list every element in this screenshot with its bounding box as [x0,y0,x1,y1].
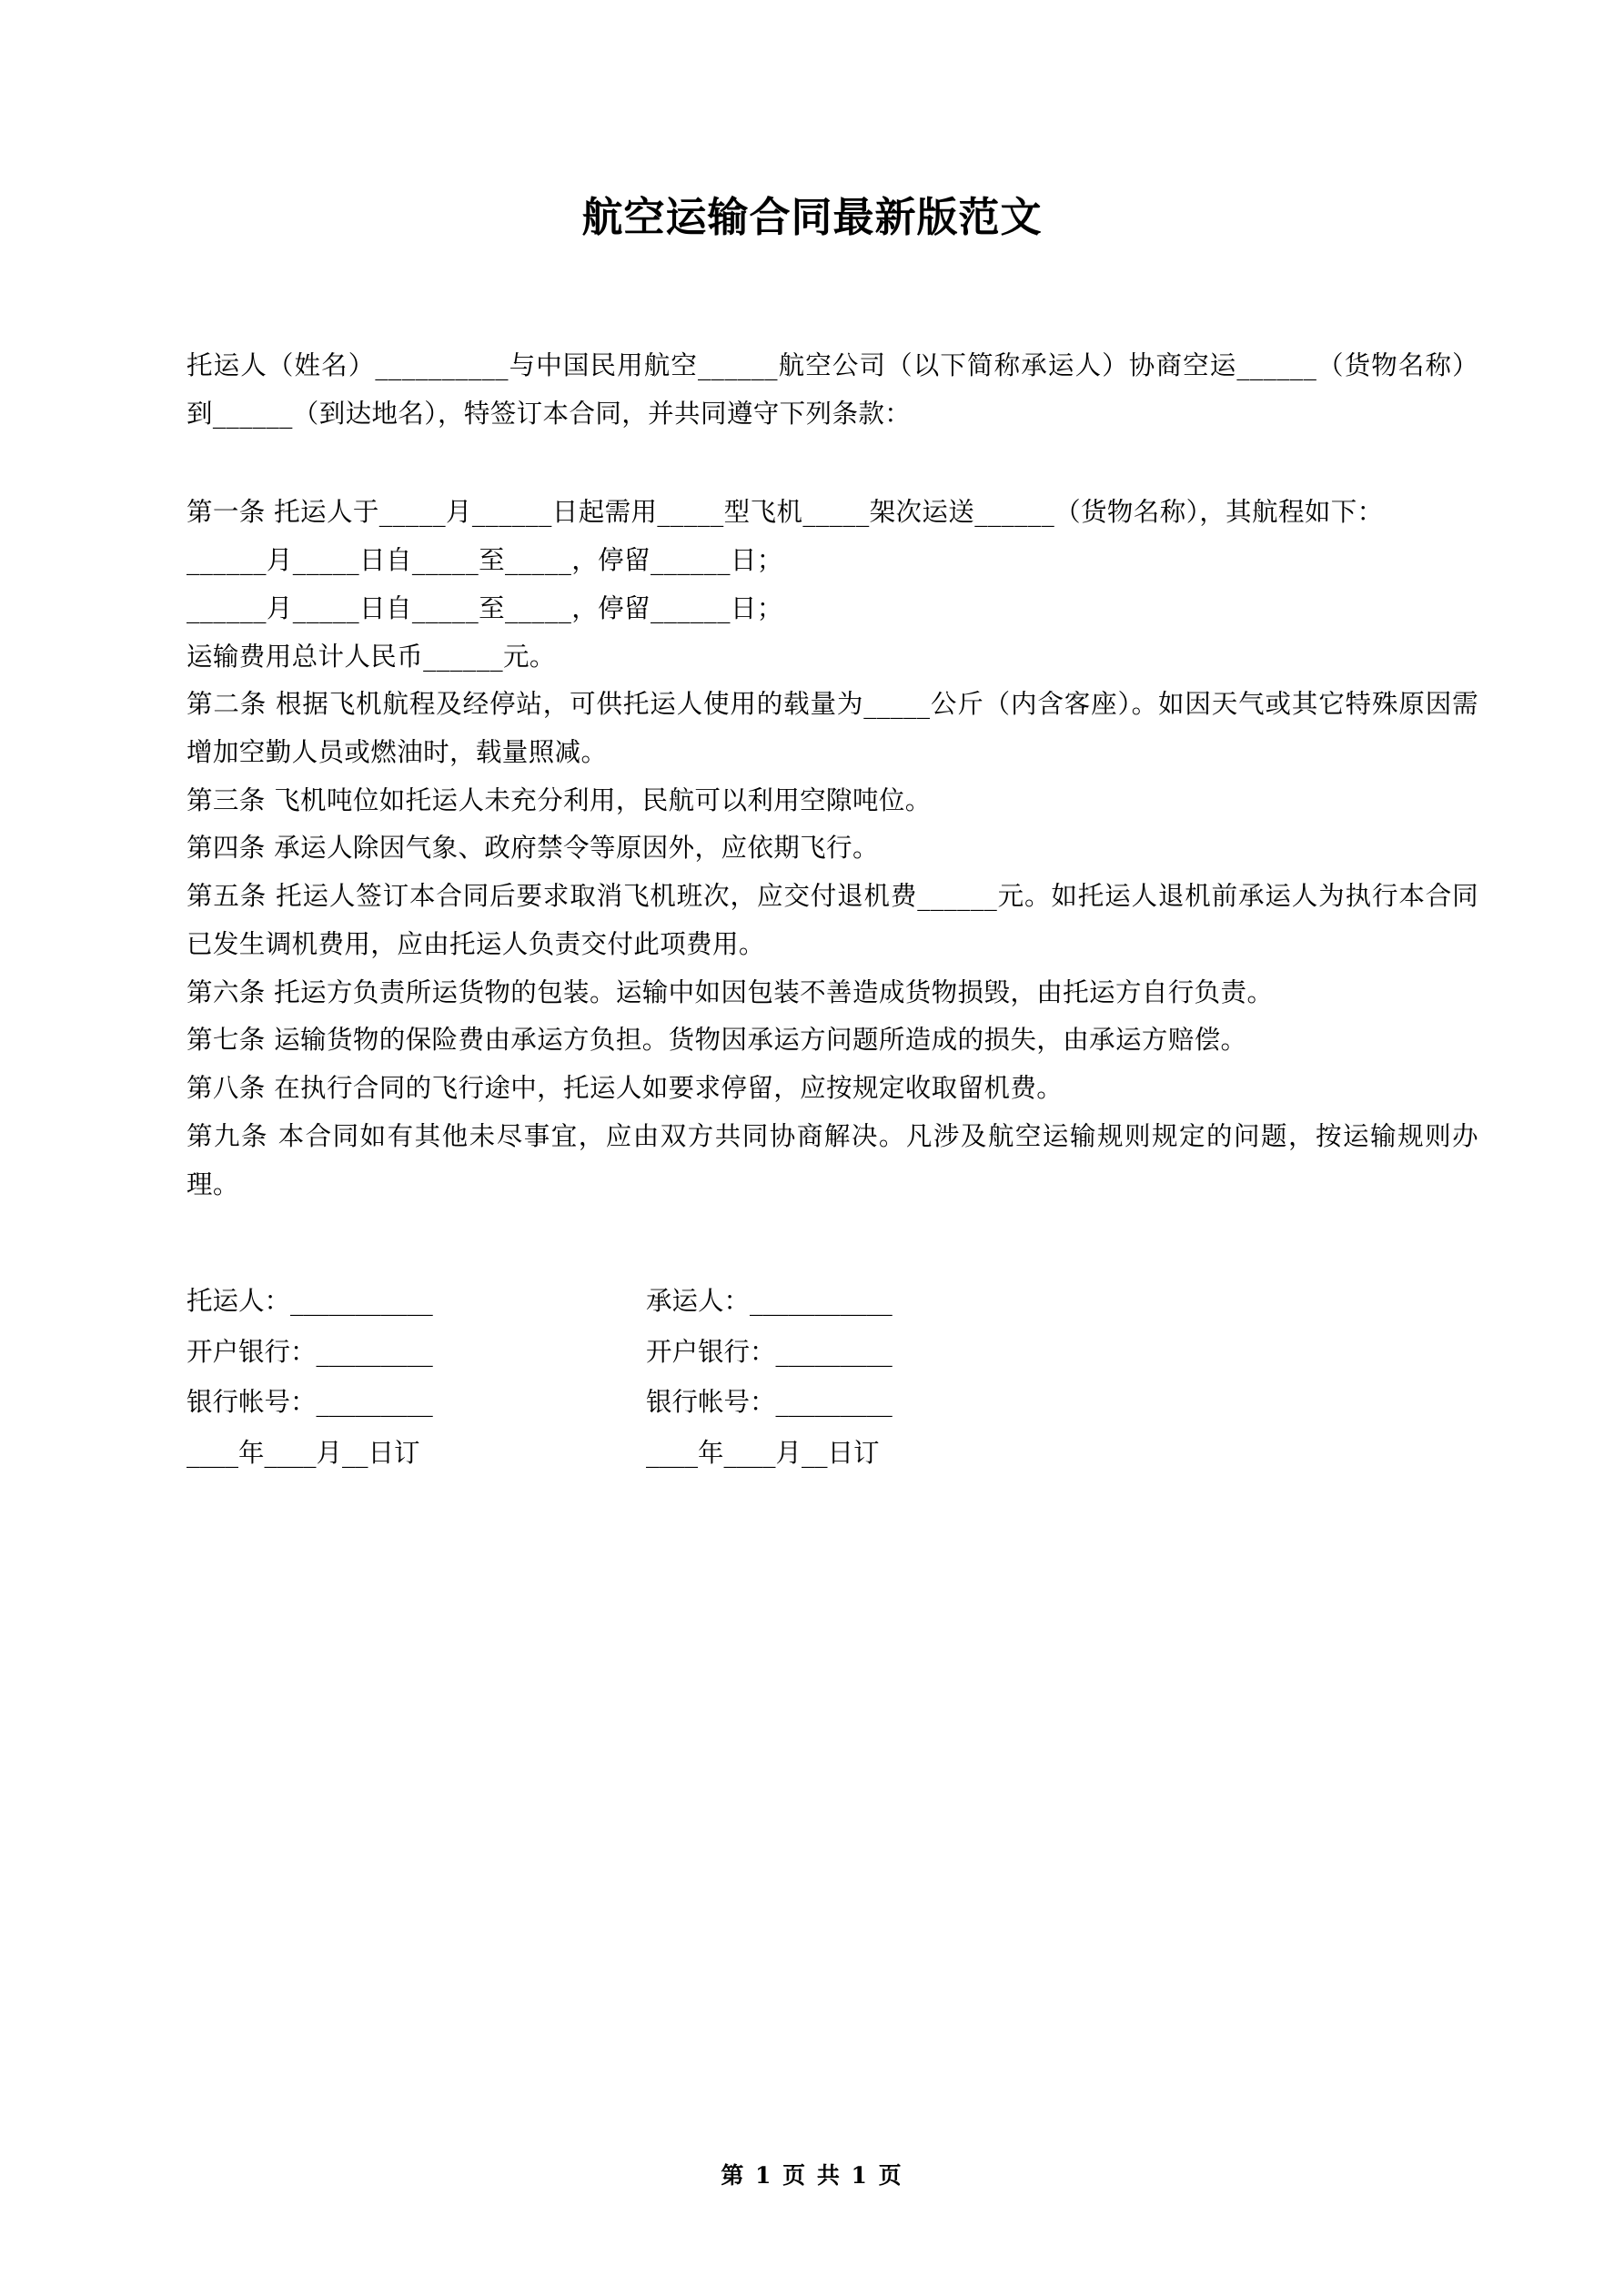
itinerary-line-2: ______月_____日自_____至_____，停留______日； [187,592,783,623]
carrier-name-field: 承运人：___________ [646,1286,893,1317]
itinerary-line-1: ______月_____日自_____至_____，停留______日； [187,545,783,576]
clause-4: 第四条 承运人除因气象、政府禁令等原因外，应依期飞行。 [187,833,879,864]
intro-paragraph: 托运人（姓名）__________与中国民用航空______航空公司（以下简称承运人）协商空运______（货物名称）到______（到达地名），特签订本合同，并共同遵守下列条款： [187,350,1478,429]
page-footer: 第 1 页 共 1 页 [721,2162,903,2189]
clause-8: 第八条 在执行合同的飞行途中，托运人如要求停留，应按规定收取留机费。 [187,1073,1064,1104]
signature-block [0,1276,1624,1478]
shipper-bank-field: 开户银行：_________ [187,1336,433,1367]
spacer [187,438,1478,489]
shipper-date-field: ____年____月__日订 [187,1437,420,1468]
signature-row [187,1276,1478,1327]
carrier-account-field: 银行帐号：_________ [646,1387,893,1418]
clause-6: 第六条 托运方负责所运货物的包装。运输中如因包装不善造成货物损毁，由托运方自行负责。 [187,976,1274,1007]
shipper-name-field: 托运人：___________ [187,1286,433,1317]
signature-row [187,1428,1478,1479]
clause-9: 第九条 本合同如有其他未尽事宜，应由双方共同协商解决。凡涉及航空运输规则规定的问题，按运输规则办理。 [187,1120,1478,1199]
clause-7: 第七条 运输货物的保险费由承运方负担。货物因承运方问题所造成的损失，由承运方赔偿。 [187,1025,1247,1056]
carrier-date-field: ____年____月__日订 [646,1437,880,1468]
signature-row [187,1327,1478,1378]
clause-5: 第五条 托运人签订本合同后要求取消飞机班次，应交付退机费______元。如托运人退机前承运人为执行本合同已发生调机费用，应由托运人负责交付此项费用。 [187,881,1478,959]
page-title: 航空运输合同最新版范文 [581,193,1043,241]
clause-1: 第一条 托运人于_____月______日起需用_____型飞机_____架次运送______（货物名称），其航程如下： [187,497,1384,528]
clause-2: 第二条 根据飞机航程及经停站，可供托运人使用的载量为_____公斤（内含客座）。如因天气或其它特殊原因需增加空勤人员或燃油时，载量照减。 [187,689,1478,768]
clause-3: 第三条 飞机吨位如托运人未充分利用，民航可以利用空隙吨位。 [187,784,932,815]
shipper-account-field: 银行帐号：_________ [187,1387,433,1418]
document-body [0,342,1624,1209]
signature-row [187,1377,1478,1428]
total-fee-line: 运输费用总计人民币______元。 [187,641,556,672]
carrier-bank-field: 开户银行：_________ [646,1336,893,1367]
